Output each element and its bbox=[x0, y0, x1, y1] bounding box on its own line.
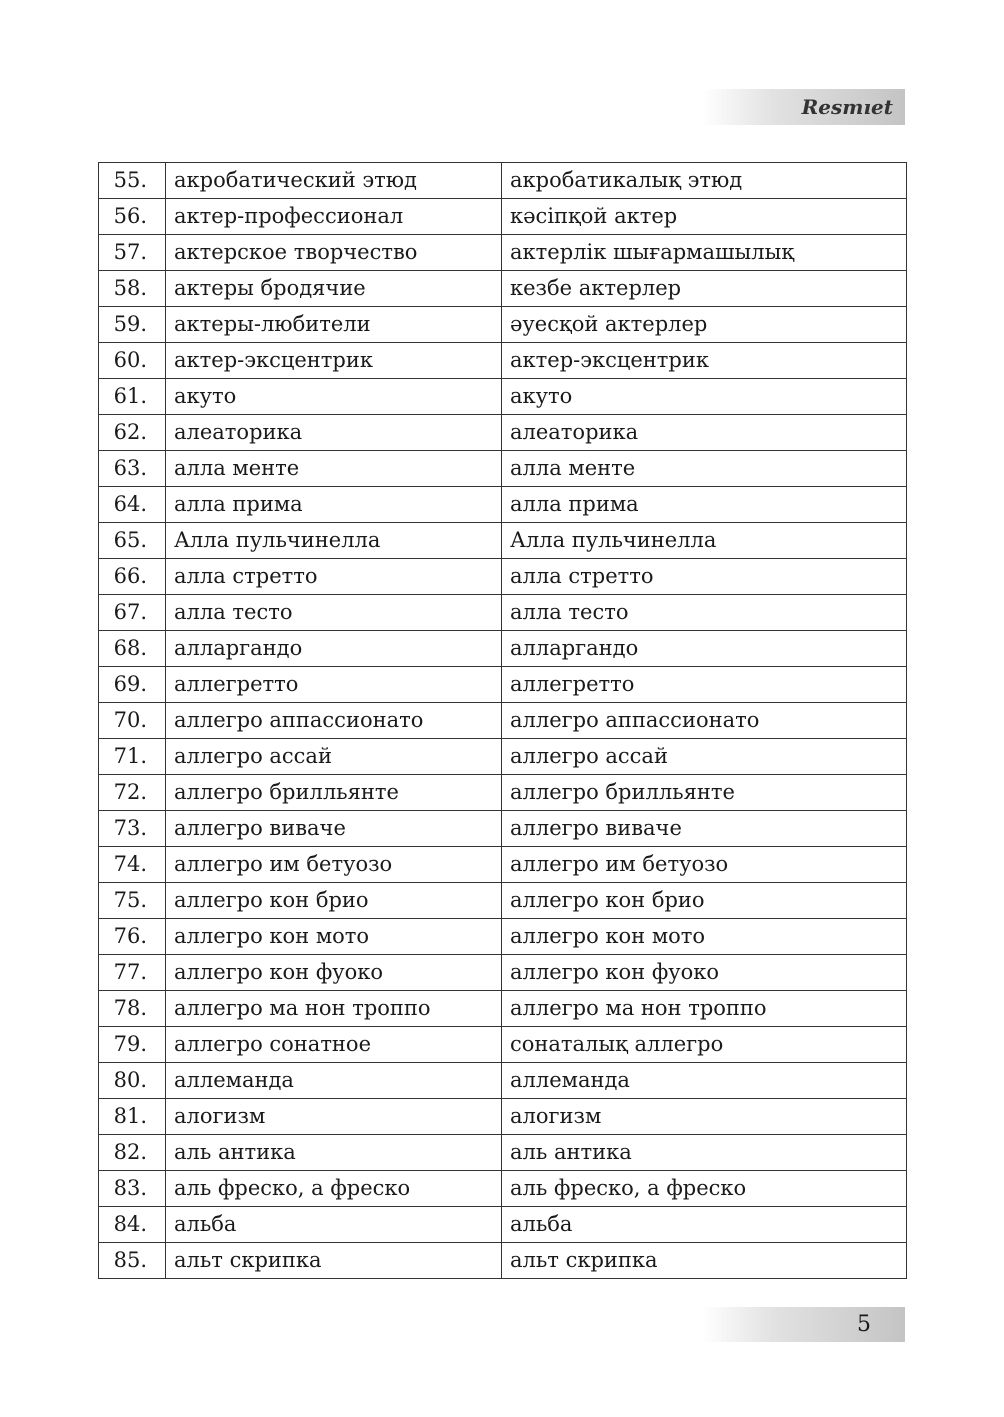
row-number: 85. bbox=[99, 1243, 166, 1279]
table-row bbox=[99, 307, 907, 343]
row-number: 73. bbox=[99, 811, 166, 847]
row-number: 82. bbox=[99, 1135, 166, 1171]
russian-term: алла тесто bbox=[166, 595, 502, 631]
kazakh-term: аллеманда bbox=[502, 1063, 907, 1099]
row-number: 56. bbox=[99, 199, 166, 235]
kazakh-term: актер-эксцентрик bbox=[502, 343, 907, 379]
russian-term: аллеманда bbox=[166, 1063, 502, 1099]
kazakh-term: Алла пульчинелла bbox=[502, 523, 907, 559]
row-number: 57. bbox=[99, 235, 166, 271]
russian-term: аллегро кон мото bbox=[166, 919, 502, 955]
kazakh-term: алогизм bbox=[502, 1099, 907, 1135]
russian-term: актер-эксцентрик bbox=[166, 343, 502, 379]
row-number: 75. bbox=[99, 883, 166, 919]
table-row bbox=[99, 1027, 907, 1063]
row-number: 65. bbox=[99, 523, 166, 559]
russian-term: аллегро ассай bbox=[166, 739, 502, 775]
russian-term: аллегро брилльянте bbox=[166, 775, 502, 811]
running-header bbox=[702, 89, 905, 125]
kazakh-term: актерлік шығармашылық bbox=[502, 235, 907, 271]
russian-term: акуто bbox=[166, 379, 502, 415]
russian-term: аль антика bbox=[166, 1135, 502, 1171]
kazakh-term: алла тесто bbox=[502, 595, 907, 631]
row-number: 64. bbox=[99, 487, 166, 523]
kazakh-term: акуто bbox=[502, 379, 907, 415]
kazakh-term: алларгандо bbox=[502, 631, 907, 667]
russian-term: альт скрипка bbox=[166, 1243, 502, 1279]
russian-term: акробатический этюд bbox=[166, 163, 502, 199]
row-number: 62. bbox=[99, 415, 166, 451]
kazakh-term: алла стретто bbox=[502, 559, 907, 595]
row-number: 66. bbox=[99, 559, 166, 595]
row-number: 70. bbox=[99, 703, 166, 739]
table-row bbox=[99, 487, 907, 523]
kazakh-term: аль антика bbox=[502, 1135, 907, 1171]
russian-term: алла менте bbox=[166, 451, 502, 487]
kazakh-term: аллегро кон фуоко bbox=[502, 955, 907, 991]
header-label: Resmıet bbox=[801, 95, 893, 119]
kazakh-term: аллегро им бетуозо bbox=[502, 847, 907, 883]
kazakh-term: аллегретто bbox=[502, 667, 907, 703]
kazakh-term: аллегро аппассионато bbox=[502, 703, 907, 739]
row-number: 59. bbox=[99, 307, 166, 343]
row-number: 69. bbox=[99, 667, 166, 703]
row-number: 83. bbox=[99, 1171, 166, 1207]
table-row bbox=[99, 559, 907, 595]
kazakh-term: алла менте bbox=[502, 451, 907, 487]
table-row bbox=[99, 1135, 907, 1171]
table-row bbox=[99, 811, 907, 847]
kazakh-term: аллегро виваче bbox=[502, 811, 907, 847]
kazakh-term: аллегро кон брио bbox=[502, 883, 907, 919]
table-row bbox=[99, 739, 907, 775]
kazakh-term: аль фреско, а фреско bbox=[502, 1171, 907, 1207]
glossary-table bbox=[98, 162, 907, 1279]
russian-term: алла прима bbox=[166, 487, 502, 523]
glossary-table-body bbox=[99, 163, 907, 1279]
kazakh-term: аллегро кон мото bbox=[502, 919, 907, 955]
kazakh-term: алеаторика bbox=[502, 415, 907, 451]
table-row bbox=[99, 271, 907, 307]
table-row bbox=[99, 451, 907, 487]
kazakh-term: кәсіпқой актер bbox=[502, 199, 907, 235]
page-number: 5 bbox=[857, 1312, 871, 1337]
table-row bbox=[99, 343, 907, 379]
russian-term: актеры бродячие bbox=[166, 271, 502, 307]
row-number: 78. bbox=[99, 991, 166, 1027]
table-row bbox=[99, 703, 907, 739]
kazakh-term: альба bbox=[502, 1207, 907, 1243]
row-number: 81. bbox=[99, 1099, 166, 1135]
table-row bbox=[99, 235, 907, 271]
russian-term: альба bbox=[166, 1207, 502, 1243]
russian-term: актеры-любители bbox=[166, 307, 502, 343]
russian-term: аллегро кон брио bbox=[166, 883, 502, 919]
table-row bbox=[99, 523, 907, 559]
row-number: 80. bbox=[99, 1063, 166, 1099]
kazakh-term: кезбе актерлер bbox=[502, 271, 907, 307]
table-row bbox=[99, 955, 907, 991]
russian-term: алогизм bbox=[166, 1099, 502, 1135]
table-row bbox=[99, 1099, 907, 1135]
row-number: 72. bbox=[99, 775, 166, 811]
row-number: 68. bbox=[99, 631, 166, 667]
row-number: 76. bbox=[99, 919, 166, 955]
table-row bbox=[99, 1243, 907, 1279]
row-number: 55. bbox=[99, 163, 166, 199]
row-number: 61. bbox=[99, 379, 166, 415]
table-row bbox=[99, 379, 907, 415]
row-number: 84. bbox=[99, 1207, 166, 1243]
table-row bbox=[99, 163, 907, 199]
row-number: 71. bbox=[99, 739, 166, 775]
kazakh-term: аллегро брилльянте bbox=[502, 775, 907, 811]
russian-term: аллегро ма нон троппо bbox=[166, 991, 502, 1027]
russian-term: аллегретто bbox=[166, 667, 502, 703]
row-number: 74. bbox=[99, 847, 166, 883]
table-row bbox=[99, 1063, 907, 1099]
russian-term: Алла пульчинелла bbox=[166, 523, 502, 559]
kazakh-term: әуесқой актерлер bbox=[502, 307, 907, 343]
russian-term: алеаторика bbox=[166, 415, 502, 451]
table-row bbox=[99, 199, 907, 235]
table-row bbox=[99, 667, 907, 703]
kazakh-term: сонаталық аллегро bbox=[502, 1027, 907, 1063]
page-footer bbox=[702, 1307, 905, 1342]
kazakh-term: альт скрипка bbox=[502, 1243, 907, 1279]
table-row bbox=[99, 847, 907, 883]
russian-term: актерское творчество bbox=[166, 235, 502, 271]
kazakh-term: аллегро ма нон троппо bbox=[502, 991, 907, 1027]
russian-term: аллегро аппассионато bbox=[166, 703, 502, 739]
russian-term: аллегро кон фуоко bbox=[166, 955, 502, 991]
russian-term: аллегро им бетуозо bbox=[166, 847, 502, 883]
russian-term: аллегро виваче bbox=[166, 811, 502, 847]
row-number: 67. bbox=[99, 595, 166, 631]
russian-term: аль фреско, а фреско bbox=[166, 1171, 502, 1207]
table-row bbox=[99, 631, 907, 667]
row-number: 79. bbox=[99, 1027, 166, 1063]
table-row bbox=[99, 1207, 907, 1243]
russian-term: алларгандо bbox=[166, 631, 502, 667]
kazakh-term: акробатикалық этюд bbox=[502, 163, 907, 199]
row-number: 77. bbox=[99, 955, 166, 991]
russian-term: аллегро сонатное bbox=[166, 1027, 502, 1063]
russian-term: актер-профессионал bbox=[166, 199, 502, 235]
table-row bbox=[99, 415, 907, 451]
table-row bbox=[99, 919, 907, 955]
table-row bbox=[99, 595, 907, 631]
kazakh-term: аллегро ассай bbox=[502, 739, 907, 775]
table-row bbox=[99, 991, 907, 1027]
row-number: 58. bbox=[99, 271, 166, 307]
row-number: 60. bbox=[99, 343, 166, 379]
kazakh-term: алла прима bbox=[502, 487, 907, 523]
table-row bbox=[99, 1171, 907, 1207]
row-number: 63. bbox=[99, 451, 166, 487]
table-row bbox=[99, 775, 907, 811]
russian-term: алла стретто bbox=[166, 559, 502, 595]
table-row bbox=[99, 883, 907, 919]
